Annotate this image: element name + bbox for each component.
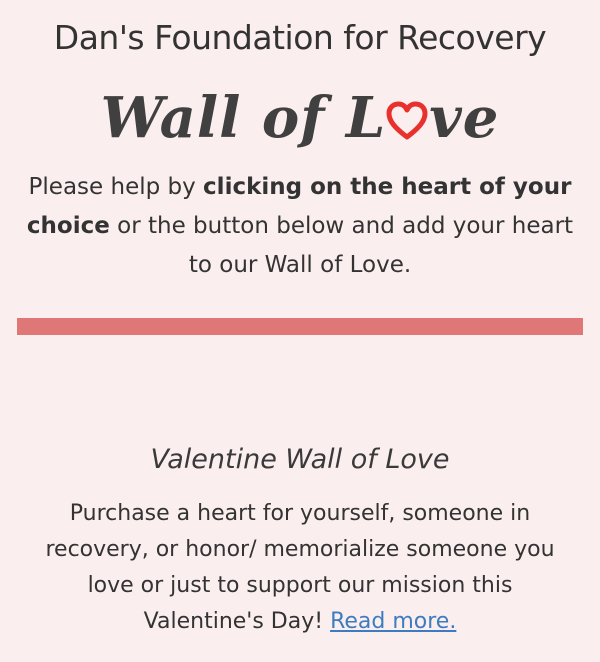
- org-name-heading: Dan's Foundation for Recovery: [53, 18, 547, 57]
- valentine-section-body: [25, 496, 575, 640]
- valentine-section-title: Valentine Wall of Love: [150, 444, 450, 475]
- intro-text-end: or the button below and add your heart to our Wall of Love.: [109, 213, 574, 278]
- section-divider: [17, 318, 583, 335]
- intro-text-bold: clicking on the heart of your choice: [26, 174, 572, 239]
- wall-title-text-start: Wall of L: [100, 85, 387, 151]
- wall-title-text-end: ve: [429, 85, 500, 151]
- heart-outline-icon: [386, 82, 428, 122]
- intro-paragraph: [20, 168, 580, 285]
- wall-of-love-title: [0, 78, 600, 158]
- read-more-link[interactable]: Read more.: [330, 609, 457, 634]
- valentine-description: Purchase a heart for yourself, someone in recovery, or honor/ memorialize someone you love or just to support our mission this Valentine's Day!: [45, 501, 555, 634]
- intro-text-start: Please help by: [28, 174, 204, 200]
